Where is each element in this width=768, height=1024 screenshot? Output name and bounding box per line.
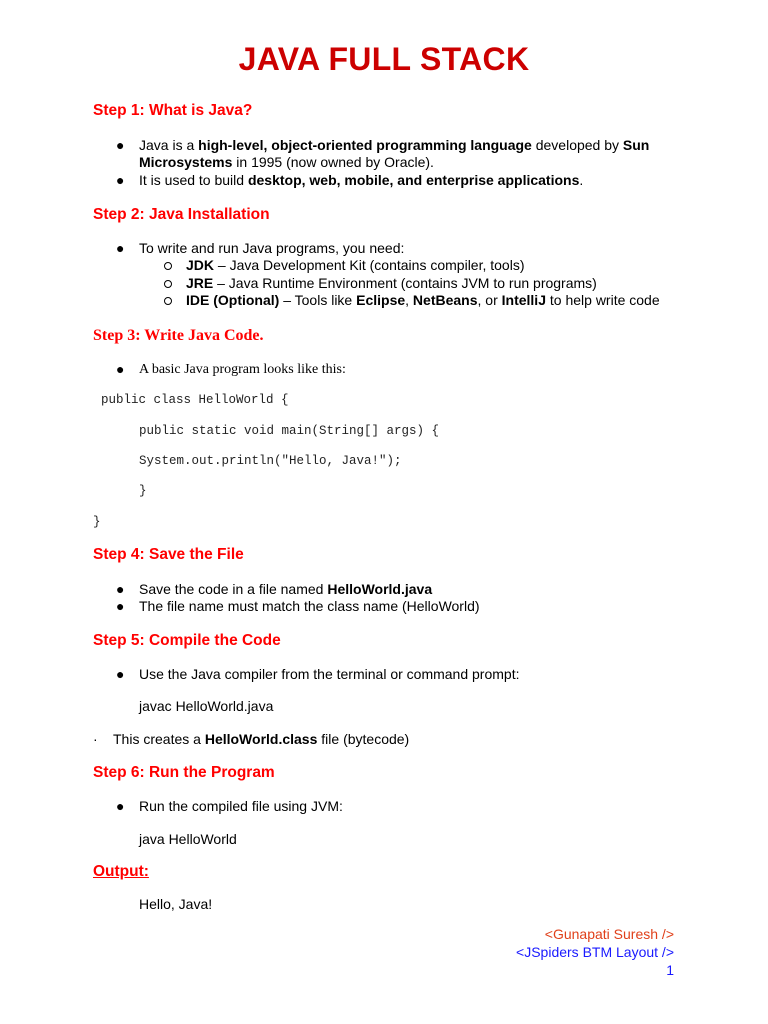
footer-org: <JSpiders BTM Layout /> [516,944,674,960]
step1-bullet2: It is used to build desktop, web, mobile, and enterprise applications. [139,172,584,188]
step2-heading: Step 2: Java Installation [93,206,270,223]
page-title: JAVA FULL STACK [238,41,530,77]
step2-sub2: JRE – Java Runtime Environment (contains JVM to run programs) [186,275,597,291]
bullet-dot: ● [116,361,125,377]
step6-heading: Step 6: Run the Program [93,764,275,781]
code-line: System.out.println("Hello, Java!"); [139,454,402,468]
step2-sub3: IDE (Optional) – Tools like Eclipse, NetBeans, or IntelliJ to help write code [186,292,660,308]
step1-bullet1-line2: Microsystems in 1995 (now owned by Oracle). [139,154,434,170]
step3-heading: Step 3: Write Java Code. [93,327,264,344]
bullet-dot: ● [116,666,125,682]
bullet-dot: ● [116,798,125,814]
footer-author: <Gunapati Suresh /> [544,926,674,942]
step1-heading: Step 1: What is Java? [93,102,253,119]
step4-heading: Step 4: Save the File [93,546,244,563]
output-heading: Output: [93,863,149,880]
code-line: public static void main(String[] args) { [139,424,440,438]
step1-bullet1-line1: Java is a high-level, object-oriented programming language developed by Sun [139,137,650,153]
step2-sub1: JDK – Java Development Kit (contains compiler, tools) [186,257,525,273]
step5-heading: Step 5: Compile the Code [93,632,281,649]
bullet-dot: ● [116,240,125,256]
sub-bullet-circle [164,262,172,270]
sub-bullet-circle [164,280,172,288]
page-number: 1 [666,962,674,978]
output-text: Hello, Java! [139,896,213,912]
step4-bullet2: The file name must match the class name (HelloWorld) [139,598,480,614]
bullet-dot: ● [116,172,125,188]
step6-command: java HelloWorld [139,831,237,847]
bullet-dot: ● [116,137,125,153]
bullet-dot: ● [116,581,125,597]
step5-note-dot: · [93,731,98,747]
step6-bullet1: Run the compiled file using JVM: [139,798,343,814]
code-line: } [139,484,147,498]
code-line: } [93,515,101,529]
sub-bullet-circle [164,297,172,305]
code-line: public class HelloWorld { [101,393,289,407]
bullet-dot: ● [116,598,125,614]
step2-bullet1: To write and run Java programs, you need: [139,240,405,256]
step5-note: This creates a HelloWorld.class file (bytecode) [113,731,410,747]
step5-command: javac HelloWorld.java [139,698,274,714]
step3-bullet1: A basic Java program looks like this: [139,362,346,377]
step5-bullet1: Use the Java compiler from the terminal or command prompt: [139,666,520,682]
step4-bullet1: Save the code in a file named HelloWorld.java [139,581,433,597]
